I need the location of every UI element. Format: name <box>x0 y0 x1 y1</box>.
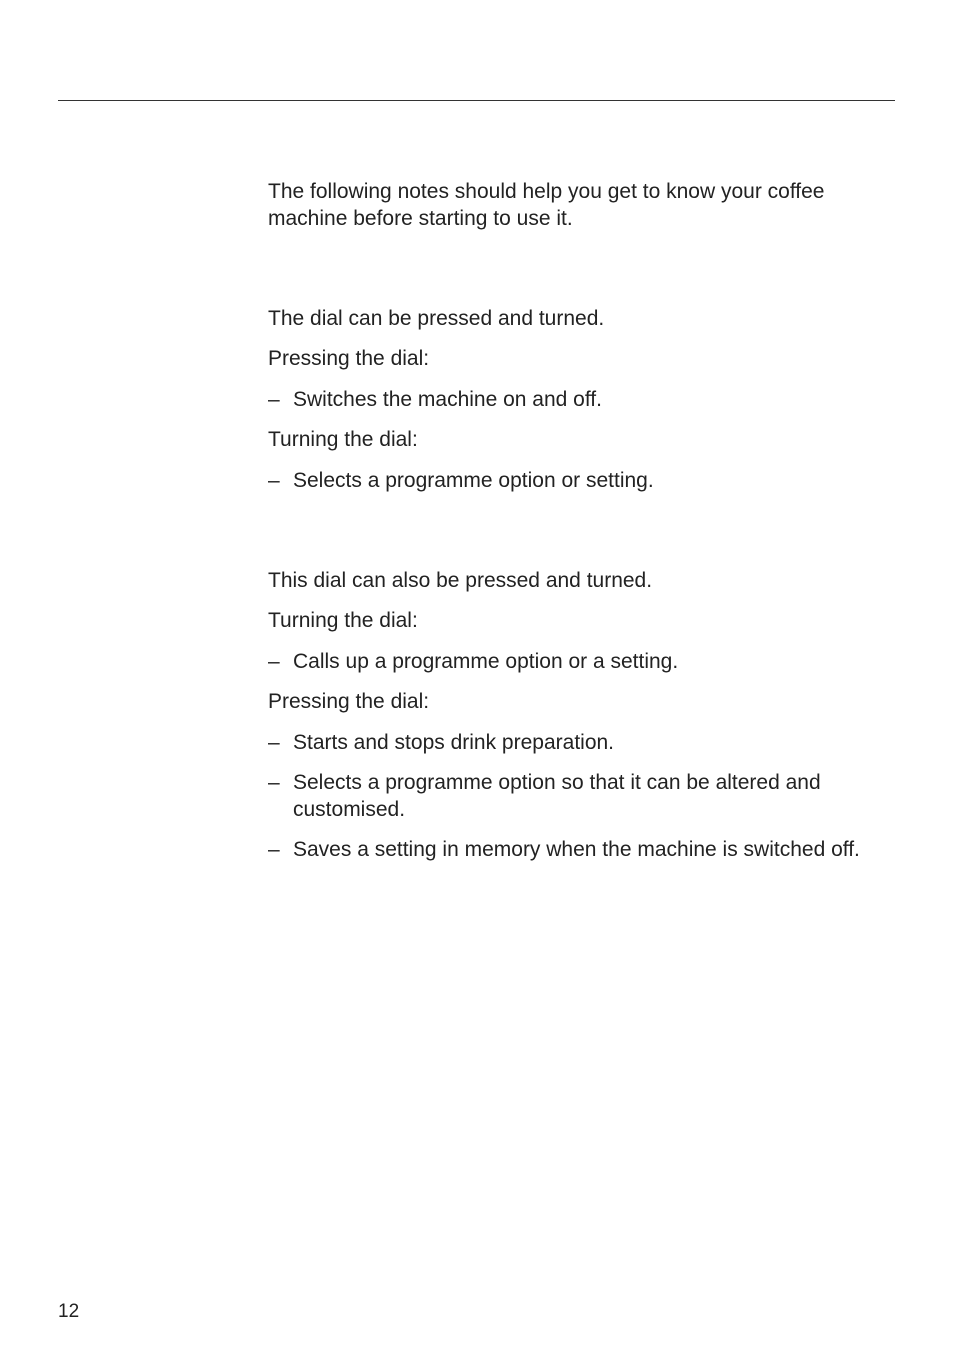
list-item-text: Saves a setting in memory when the machine is switched off. <box>293 838 860 861</box>
bullet-dash: – <box>268 838 280 861</box>
list-item-text: Switches the machine on and off. <box>293 388 602 411</box>
page-number: 12 <box>58 1301 80 1322</box>
list-item <box>268 729 880 756</box>
list-item-text: Calls up a programme option or a setting. <box>293 650 679 673</box>
bullet-dash: – <box>268 469 280 492</box>
dial-two-lead: This dial can also be pressed and turned. <box>268 569 653 592</box>
dial-one-press-heading: Pressing the dial: <box>268 347 430 370</box>
list-item <box>268 648 880 675</box>
list-item <box>268 467 880 494</box>
list-item-text: Selects a programme option or setting. <box>293 469 654 492</box>
intro-paragraph: The following notes should help you get to know your coffee machine before starting to use it. <box>268 180 825 230</box>
dial-two-press-heading: Pressing the dial: <box>268 690 430 713</box>
list-item-text: Starts and stops drink preparation. <box>293 731 615 754</box>
list-item <box>268 836 880 863</box>
bullet-dash: – <box>268 388 280 411</box>
header-rule <box>58 100 895 101</box>
bullet-dash: – <box>268 650 280 673</box>
list-item <box>268 386 880 413</box>
bullet-dash: – <box>268 771 280 794</box>
dial-two-turn-heading: Turning the dial: <box>268 609 418 632</box>
bullet-dash: – <box>268 731 280 754</box>
dial-one-turn-heading: Turning the dial: <box>268 428 418 451</box>
list-item-text: Selects a programme option so that it can be altered and customised. <box>293 771 821 821</box>
dial-one-lead: The dial can be pressed and turned. <box>268 307 605 330</box>
list-item <box>268 769 880 823</box>
